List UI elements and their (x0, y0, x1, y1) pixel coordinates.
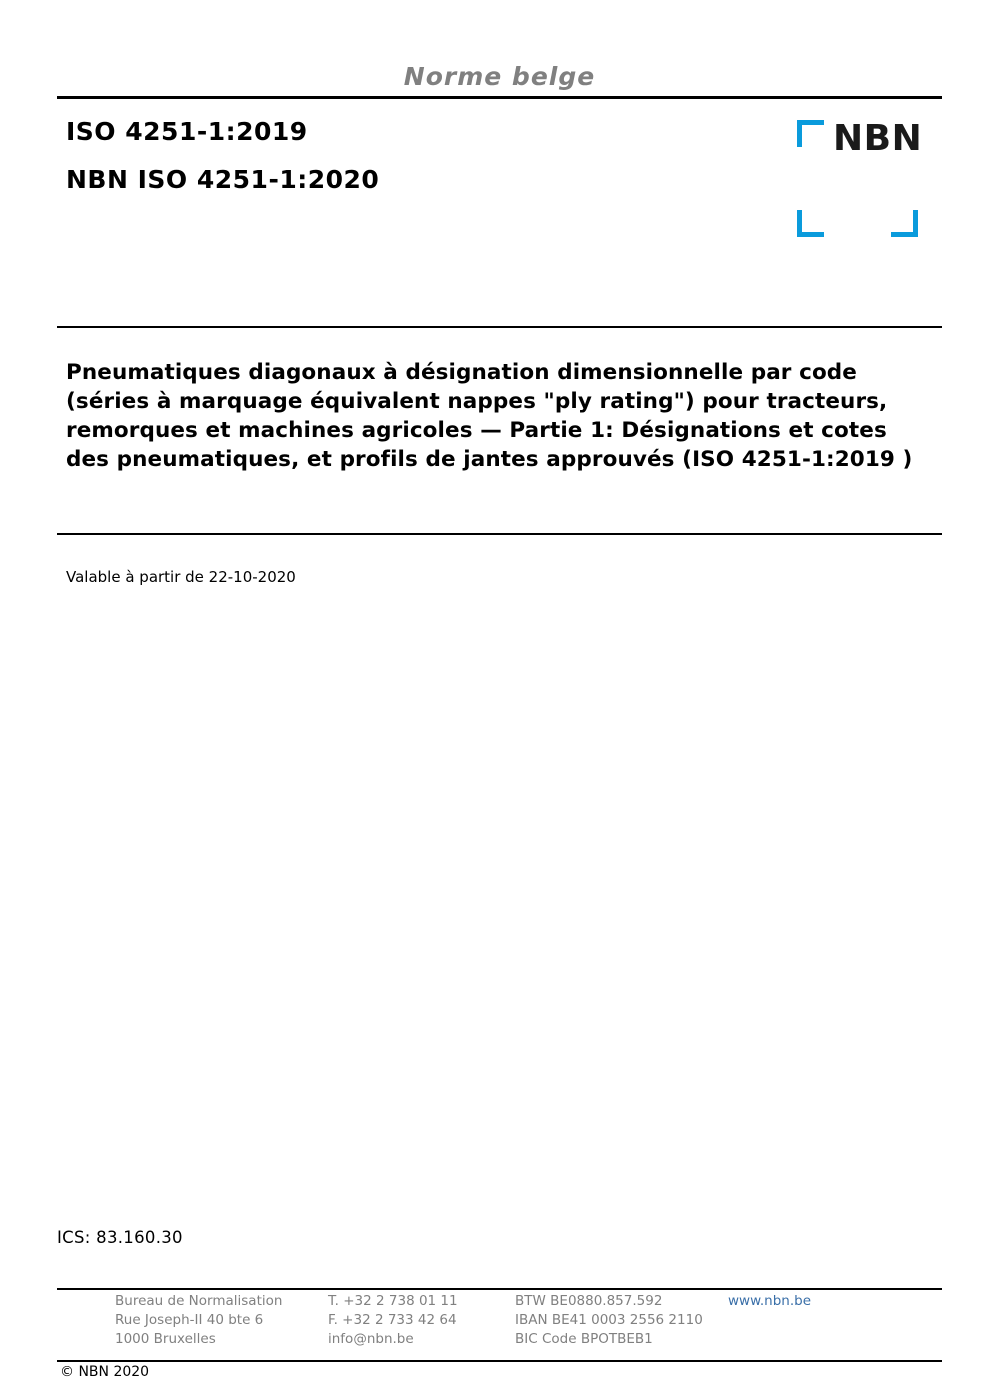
divider-bottom (57, 1360, 942, 1362)
validity-date: Valable à partir de 22-10-2020 (66, 568, 296, 586)
ics-code: ICS: 83.160.30 (57, 1228, 183, 1247)
footer-bic: BIC Code BPOTBEB1 (515, 1331, 653, 1347)
footer-address-line-1: Bureau de Normalisation (115, 1293, 283, 1309)
footer-website-link[interactable]: www.nbn.be (728, 1293, 812, 1309)
divider-above-title (57, 326, 942, 328)
nbn-logo (790, 110, 935, 255)
divider-below-title (57, 533, 942, 535)
nbn-reference: NBN ISO 4251-1:2020 (66, 165, 380, 194)
footer-phone: T. +32 2 738 01 11 (328, 1293, 458, 1309)
footer-address-line-2: Rue Joseph-II 40 bte 6 (115, 1312, 264, 1328)
iso-reference: ISO 4251-1:2019 (66, 117, 308, 146)
logo-corner-bottom-left-icon (797, 210, 824, 237)
footer-fax: F. +32 2 733 42 64 (328, 1312, 457, 1328)
page-title: Pneumatiques diagonaux à désignation dimensionnelle par code (séries à marquage équivalent nappes "ply rating") pour tracteurs, remorques et machines agricoles — Partie 1: Désignations et cotes des pneumatiques, et profils de jantes approuvés (ISO 4251-1:2019 ) (66, 360, 913, 472)
divider-top (57, 96, 942, 99)
footer (115, 1290, 945, 1352)
logo-corner-top-left-icon (797, 120, 824, 147)
copyright-notice: © NBN 2020 (60, 1364, 150, 1380)
footer-iban: IBAN BE41 0003 2556 2110 (515, 1312, 703, 1328)
footer-banking (515, 1292, 703, 1349)
header-banner-label: Norme belge (403, 62, 596, 91)
standard-references (66, 108, 626, 204)
footer-vat: BTW BE0880.857.592 (515, 1293, 663, 1309)
header-banner (57, 62, 942, 96)
footer-address (115, 1292, 282, 1349)
footer-contact (328, 1292, 458, 1349)
footer-address-line-3: 1000 Bruxelles (115, 1331, 216, 1347)
logo-corner-bottom-right-icon (891, 210, 918, 237)
logo-wordmark: NBN (833, 118, 923, 159)
footer-website-column (728, 1292, 811, 1311)
footer-email[interactable]: info@nbn.be (328, 1331, 414, 1347)
